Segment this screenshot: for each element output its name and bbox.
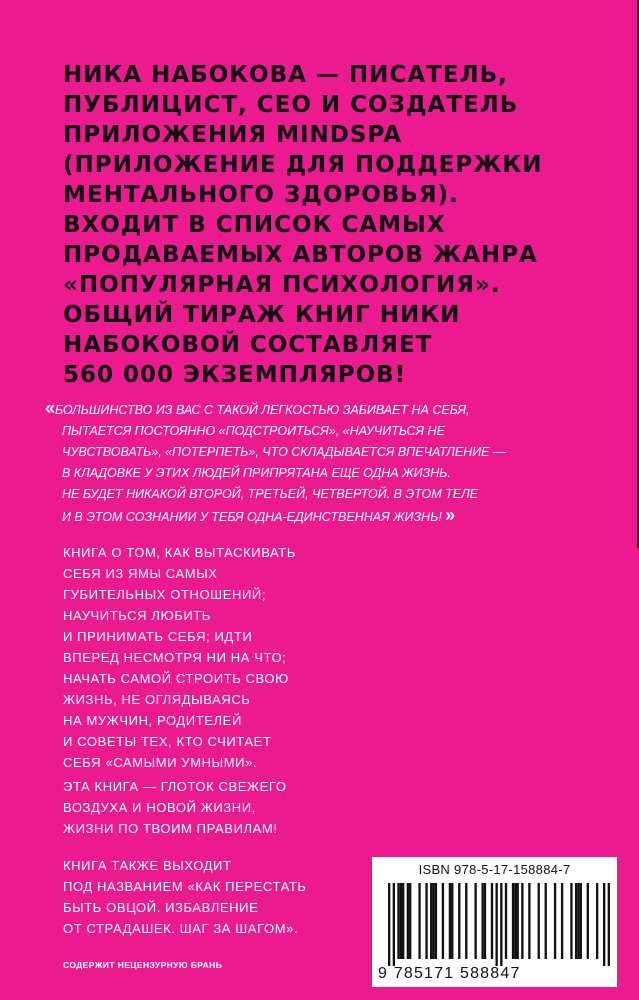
barcode-bar	[388, 883, 390, 966]
barcode-bar	[608, 883, 610, 966]
description-line: НАУЧИТЬСЯ ЛЮБИТЬ	[63, 608, 211, 623]
barcode-bar	[603, 883, 605, 966]
barcode-bar	[554, 883, 556, 959]
barcode-bars	[388, 883, 610, 966]
barcode-bar	[465, 883, 467, 959]
bio-line: «ПОПУЛЯРНАЯ ПСИХОЛОГИЯ».	[63, 272, 501, 298]
barcode-bar	[451, 883, 453, 959]
isbn-barcode	[372, 857, 617, 987]
barcode-bar	[491, 883, 493, 959]
barcode-bar	[500, 883, 502, 966]
barcode-bar	[580, 883, 582, 959]
description-line: СЕБЯ «САМЫМИ УМНЫМИ».	[63, 755, 258, 770]
bio-line: ПУБЛИЦИСТ, CEO И СОЗДАТЕЛЬ	[63, 92, 519, 118]
description-line: И ПРИНИМАТЬ СЕБЯ; ИДТИ	[63, 629, 253, 644]
barcode-digits: 9 785171 588847	[378, 965, 521, 982]
quote-line-text: БОЛЬШИНСТВО ИЗ ВАС С ТАКОЙ ЛЕГКОСТЬЮ ЗАБИВАЕТ НА СЕБЯ,	[55, 403, 470, 417]
bio-line: НАБОКОВОЙ СОСТАВЛЯЕТ	[63, 332, 433, 358]
quote-line	[45, 505, 605, 528]
alt-title-line: ПОД НАЗВАНИЕМ «КАК ПЕРЕСТАТЬ	[63, 879, 307, 894]
barcode-bar	[505, 883, 507, 959]
alt-title-line: БЫТЬ ОВЦОЙ. ИЗБАВЛЕНИЕ	[63, 900, 259, 915]
bio-line: (ПРИЛОЖЕНИЕ ДЛЯ ПОДДЕРЖКИ	[63, 152, 543, 178]
barcode-bar	[570, 883, 572, 959]
description-line: СЕБЯ ИЗ ЯМЫ САМЫХ	[63, 566, 218, 581]
quote-line-text: И В ЭТОМ СОЗНАНИИ У ТЕБЯ ОДНА-ЕДИНСТВЕННАЯ ЖИЗНЬ!	[62, 510, 442, 524]
author-bio	[63, 60, 583, 390]
barcode-bar	[481, 883, 483, 959]
barcode-bar	[418, 883, 420, 959]
barcode-bar	[577, 883, 579, 959]
quote-line	[45, 398, 605, 421]
barcode-bar	[587, 883, 589, 959]
description-line: ВПЕРЕД НЕСМОТРЯ НИ НА ЧТО;	[63, 650, 287, 665]
description-line: ЖИЗНЬ, НЕ ОГЛЯДЫВАЯСЬ	[63, 692, 251, 707]
tagline-block	[63, 776, 363, 839]
quote-line: ПЫТАЕТСЯ ПОСТОЯННО «ПОДСТРОИТЬСЯ», «НАУЧИТЬСЯ НЕ	[62, 424, 445, 438]
bio-line: ОБЩИЙ ТИРАЖ КНИГ НИКИ	[63, 302, 461, 328]
content-warning: СОДЕРЖИТ НЕЦЕНЗУРНУЮ БРАНЬ	[63, 960, 223, 970]
barcode-bar	[514, 883, 516, 959]
barcode-bar	[538, 883, 540, 959]
barcode-bar	[425, 883, 427, 959]
alt-title-line: КНИГА ТАКЖЕ ВЫХОДИТ	[63, 858, 232, 873]
isbn-label: ISBN 978-5-17-158884-7	[418, 862, 571, 877]
description-block	[63, 542, 363, 773]
barcode-bar	[407, 883, 409, 959]
barcode-bar	[400, 883, 402, 959]
description-line: НА МУЖЧИН, РОДИТЕЛЕЙ	[63, 713, 242, 728]
quote-line: В КЛАДОВКЕ У ЭТИХ ЛЮДЕЙ ПРИПРЯТАНА ЕЩЕ ОДНА ЖИЗНЬ.	[62, 466, 451, 480]
quote-line: НЕ БУДЕТ НИКАКОЙ ВТОРОЙ, ТРЕТЬЕЙ, ЧЕТВЕРТОЙ. В ЭТОМ ТЕЛЕ	[62, 487, 478, 501]
barcode-bar	[596, 883, 598, 959]
open-quote-mark: «	[45, 398, 56, 418]
barcode-bar	[449, 883, 451, 959]
barcode-bar	[521, 883, 523, 959]
barcode-bar	[409, 883, 411, 959]
tagline-line: ВОЗДУХА И НОВОЙ ЖИЗНИ,	[63, 800, 256, 815]
barcode-bar	[545, 883, 547, 959]
alt-title-line: ОТ СТРАДАШЕК. ШАГ ЗА ШАГОМ».	[63, 921, 299, 936]
barcode-bar	[442, 883, 444, 959]
bio-line: 560 000 ЭКЗЕМПЛЯРОВ!	[63, 362, 407, 388]
bio-line: НИКА НАБОКОВА — ПИСАТЕЛЬ,	[63, 62, 508, 88]
barcode-bar	[432, 883, 434, 959]
barcode-bar	[430, 883, 432, 959]
tagline-line: ЭТА КНИГА — ГЛОТОК СВЕЖЕГО	[63, 779, 287, 794]
barcode-bar	[517, 883, 519, 959]
bio-line: ПРИЛОЖЕНИЯ MINDSPA	[63, 122, 402, 148]
barcode-bar	[528, 883, 530, 959]
bio-line: ВХОДИТ В СПИСОК САМЫХ	[63, 212, 446, 238]
barcode-bar	[402, 883, 404, 959]
barcode-bar	[512, 883, 514, 959]
barcode-bar	[495, 883, 497, 966]
quote-block	[45, 398, 605, 528]
quote-line: ЧУВСТВОВАТЬ», «ПОТЕРПЕТЬ», ЧТО СКЛАДЫВАЕТСЯ ВПЕЧАТЛЕНИЕ —	[62, 445, 506, 459]
barcode-bar	[435, 883, 437, 959]
barcode-bar	[575, 883, 577, 959]
barcode-bar	[393, 883, 395, 966]
close-quote-mark: »	[445, 505, 456, 525]
description-line: И СОВЕТЫ ТЕХ, КТО СЧИТАЕТ	[63, 734, 272, 749]
tagline-line: ЖИЗНИ ПО ТВОИМ ПРАВИЛАМ!	[63, 821, 278, 836]
alt-title-block	[63, 855, 363, 939]
barcode-bar	[561, 883, 563, 959]
barcode-bar	[458, 883, 460, 959]
barcode-bar	[474, 883, 476, 959]
description-line: НАЧАТЬ САМОЙ СТРОИТЬ СВОЮ	[63, 671, 289, 686]
description-line: ГУБИТЕЛЬНЫХ ОТНОШЕНИЙ;	[63, 587, 267, 602]
bio-line: ПРОДАВАЕМЫХ АВТОРОВ ЖАНРА	[63, 242, 538, 268]
description-line: КНИГА О ТОМ, КАК ВЫТАСКИВАТЬ	[63, 545, 296, 560]
barcode-bar	[484, 883, 486, 959]
barcode-bar	[397, 883, 399, 959]
bio-line: МЕНТАЛЬНОГО ЗДОРОВЬЯ).	[63, 182, 459, 208]
